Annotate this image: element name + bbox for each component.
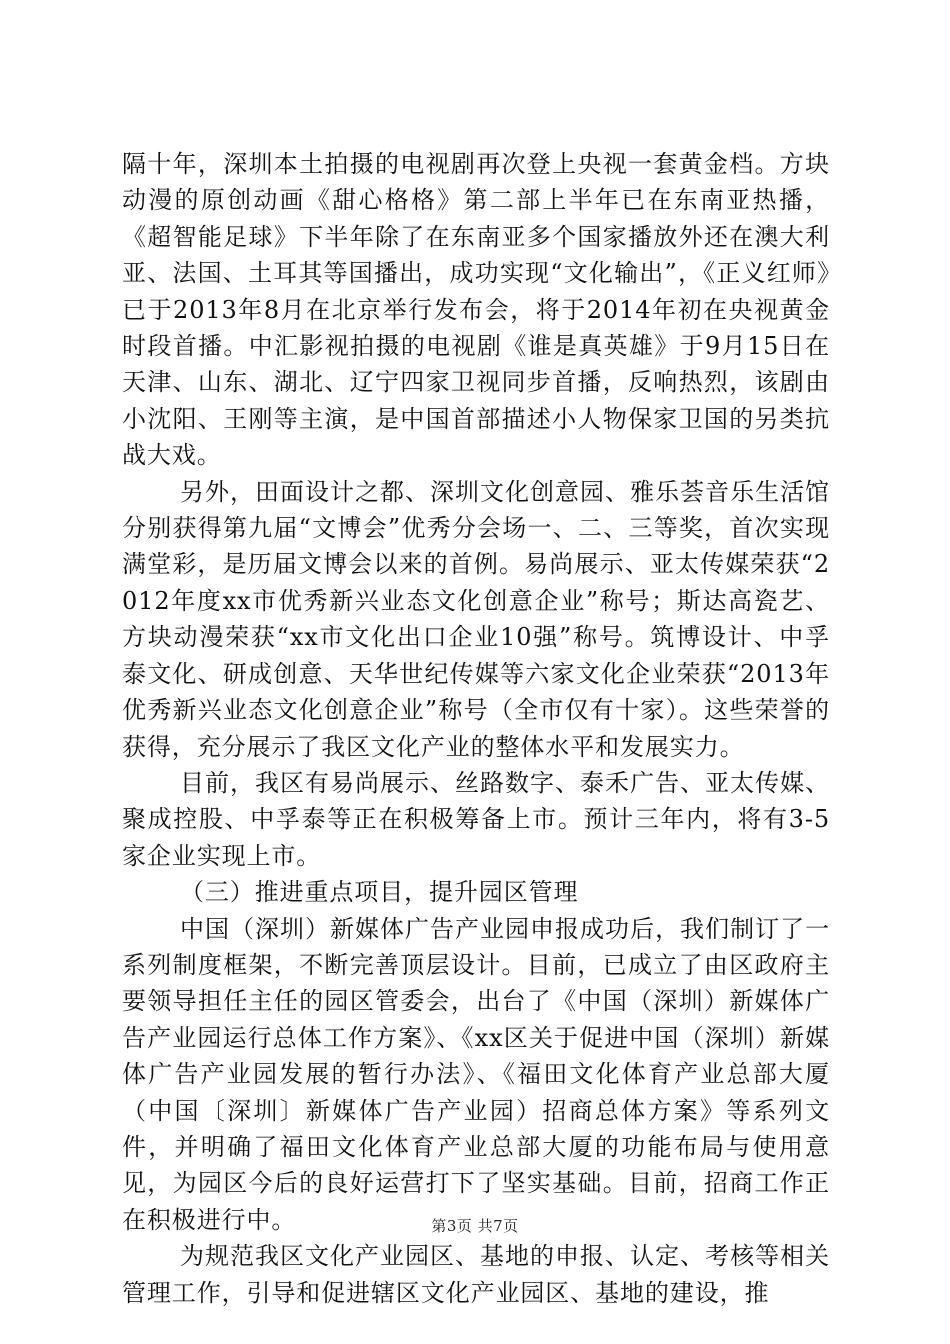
paragraph-ipo: 目前，我区有易尚展示、丝路数字、泰禾广告、亚太传媒、聚成控股、中孚泰等正在积极筹备上市。预计三年内，将有3-5家企业实现上市。: [122, 768, 830, 870]
section-heading-key-projects: （三）推进重点项目，提升园区管理: [180, 878, 579, 907]
document-body: [122, 146, 830, 1311]
paragraph-park-management: 为规范我区文化产业园区、基地的申报、认定、考核等相关管理工作，引导和促进辖区文化产业园区、基地的建设，推: [122, 1242, 830, 1307]
page-number-footer: 第3页 共7页: [431, 1217, 519, 1235]
paragraph-new-media-park: 中国（深圳）新媒体广告产业园申报成功后，我们制订了一系列制度框架，不断完善顶层设计。目前，已成立了由区政府主要领导担任主任的园区管委会，出台了《中国（深圳）新媒体广告产业园运行总体工作方案》、《xx区关于促进中国（深圳）新媒体广告产业园发展的暂行办法》、《福田文化体育产业总部大厦（中国〔深圳〕新媒体广告产业园）招商总体方案》等系列文件，并明确了福田文化体育产业总部大厦的功能布局与使用意见，为园区今后的良好运营打下了坚实基础。目前，招商工作正在积极进行中。: [122, 914, 830, 1234]
paragraph-tv-drama: 隔十年，深圳本土拍摄的电视剧再次登上央视一套黄金档。方块动漫的原创动画《甜心格格》第二部上半年已在东南亚热播，《超智能足球》下半年除了在东南亚多个国家播放外还在澳大利亚、法国、土耳其等国播出，成功实现“文化输出”，《正义红师》已于2013年8月在北京举行发布会，将于2014年初在央视黄金时段首播。中汇影视拍摄的电视剧《谁是真英雄》于9月15日在天津、山东、湖北、辽宁四家卫视同步首播，反响热烈，该剧由小沈阳、王刚等主演，是中国首部描述小人物保家卫国的另类抗战大戏。: [122, 150, 830, 470]
paragraph-awards: 另外，田面设计之都、深圳文化创意园、雅乐荟音乐生活馆分别获得第九届“文博会”优秀分会场一、二、三等奖，首次实现满堂彩，是历届文博会以来的首例。易尚展示、亚太传媒荣获“2012年度xx市优秀新兴业态文化创意企业”称号；斯达高瓷艺、方块动漫荣获“xx市文化出口企业10强”称号。筑博设计、中孚泰文化、研成创意、天华世纪传媒等六家文化企业荣获“2013年优秀新兴业态文化创意企业”称号（全市仅有十家）。这些荣誉的获得，充分展示了我区文化产业的整体水平和发展实力。: [122, 477, 830, 761]
